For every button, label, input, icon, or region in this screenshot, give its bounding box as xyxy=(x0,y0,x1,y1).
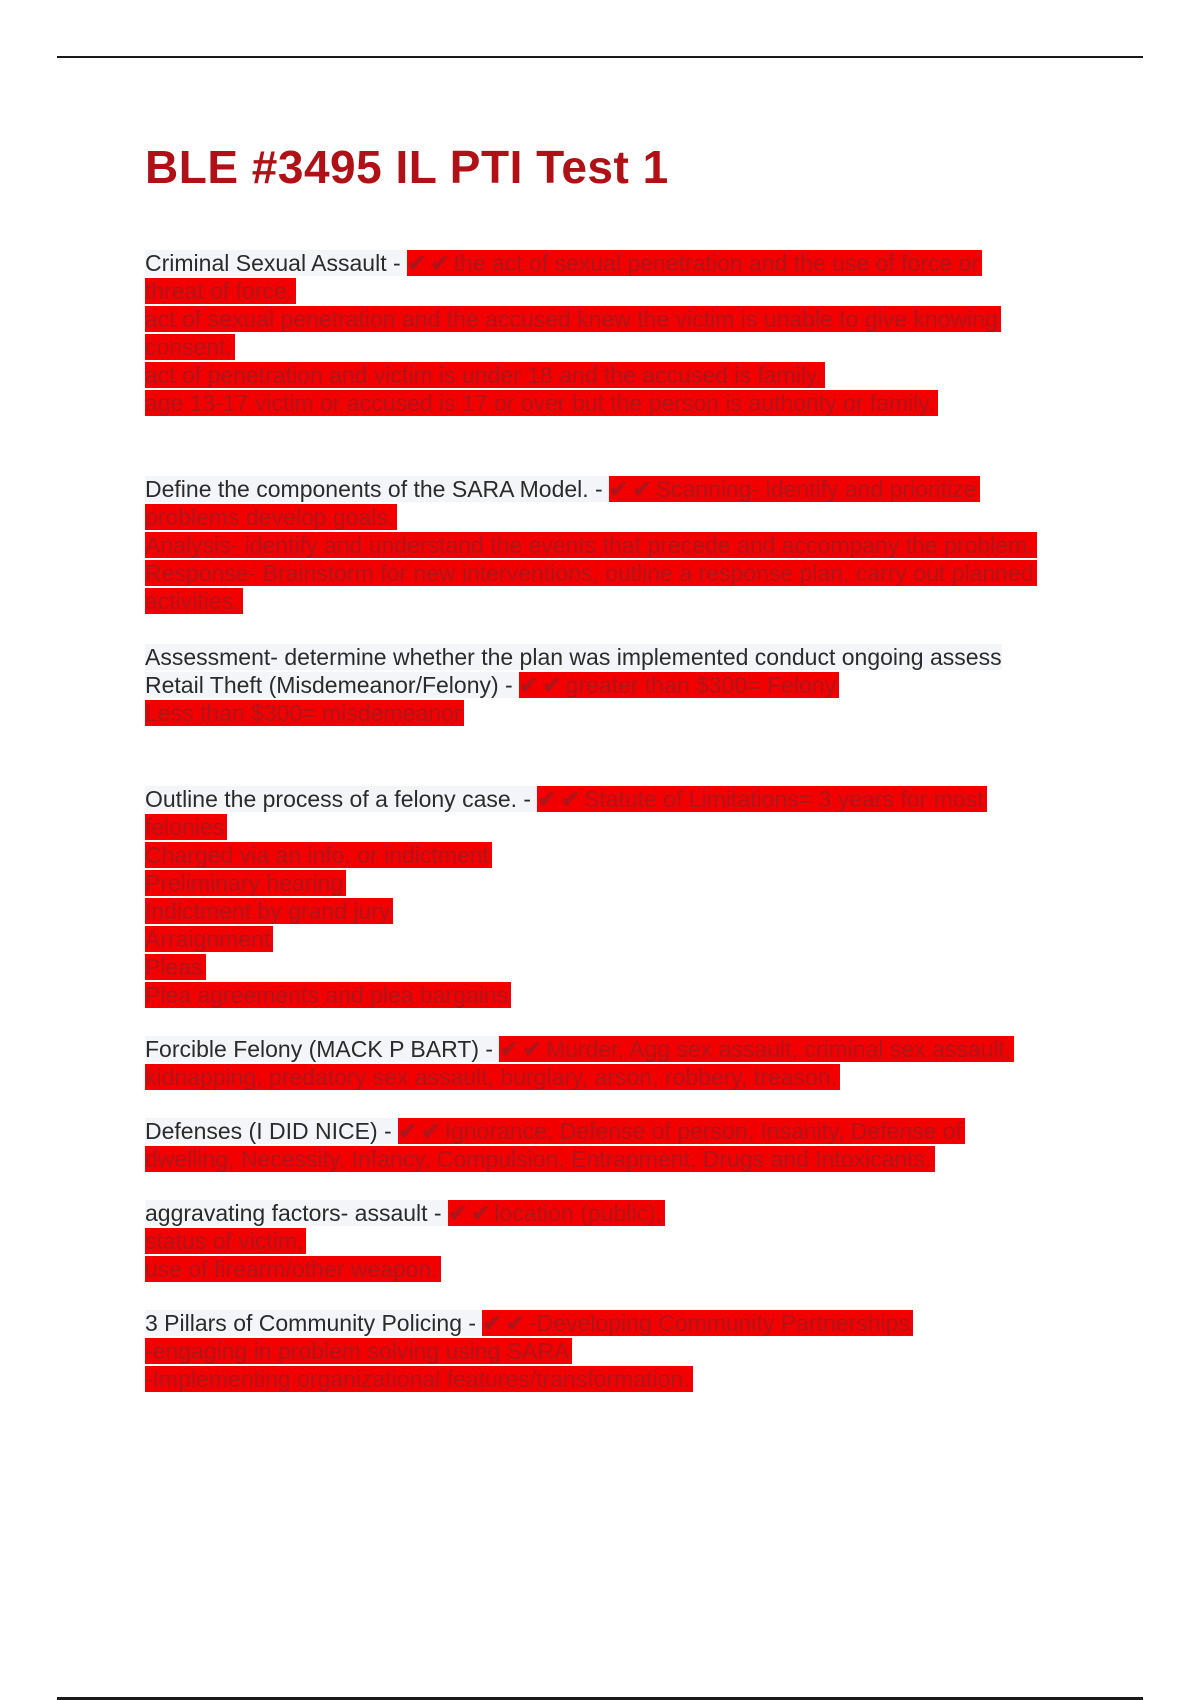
question-text: Forcible Felony (MACK P BART) - xyxy=(145,1036,500,1062)
qa-first-line xyxy=(145,671,1095,699)
answer-line: -engaging in problem solving using SARA xyxy=(145,1337,1095,1365)
answer-line: activities. xyxy=(145,587,1095,615)
answer-line: Indictment by grand jury xyxy=(145,897,1095,925)
answer-line: Less than $300= misdemeanor xyxy=(145,699,1095,727)
qa-entry-felony-case xyxy=(145,785,1095,1009)
assessment-line: Assessment- determine whether the plan was implemented conduct ongoing assess xyxy=(145,644,1002,670)
qa-entry-community-policing xyxy=(145,1309,1095,1393)
page-title: BLE #3495 IL PTI Test 1 xyxy=(145,141,669,193)
check-marks-icon: ✔✔ xyxy=(499,1036,547,1062)
answer-line: act of penetration and victim is under 18 and the accused is family. xyxy=(145,361,1095,389)
answer-line: Plea agreements and plea bargains xyxy=(145,981,1095,1009)
qa-first-line xyxy=(145,1199,1095,1227)
question-text: Retail Theft (Misdemeanor/Felony) - xyxy=(145,672,520,698)
qa-entry-forcible-felony xyxy=(145,1035,1095,1091)
answer-line: Arraignment xyxy=(145,925,1095,953)
answer-text: location (public), xyxy=(495,1200,665,1226)
answer-text: -Developing Community Partnerships xyxy=(529,1310,913,1336)
qa-first-line xyxy=(145,249,1095,277)
question-text: Define the components of the SARA Model. - xyxy=(145,476,610,502)
answer-line: threat of force. xyxy=(145,277,1095,305)
question-text: 3 Pillars of Community Policing - xyxy=(145,1310,483,1336)
qa-first-line xyxy=(145,785,1095,813)
answer-line: -Implementing organizational features/transformation. xyxy=(145,1365,1095,1393)
check-marks-icon: ✔✔ xyxy=(609,476,656,502)
document-body xyxy=(145,140,1095,1393)
top-rule xyxy=(57,56,1143,58)
qa-entry-sara-model xyxy=(145,475,1095,615)
check-marks-icon: ✔✔ xyxy=(447,1200,495,1226)
answer-line: act of sexual penetration and the accused knew the victim is unable to give knowing xyxy=(145,305,1095,333)
check-marks-icon: ✔✔ xyxy=(407,250,454,276)
qa-entry-defenses xyxy=(145,1117,1095,1173)
answer-text: the act of sexual penetration and the use of force or xyxy=(454,250,983,276)
answer-line: Pleas xyxy=(145,953,1095,981)
answer-line: consent. xyxy=(145,333,1095,361)
qa-first-line xyxy=(145,1117,1095,1145)
question-text: Outline the process of a felony case. - xyxy=(145,786,538,812)
question-text: Defenses (I DID NICE) - xyxy=(145,1118,399,1144)
answer-line: Response- Brainstorm for new interventions, outline a response plan, carry out planned xyxy=(145,559,1095,587)
check-marks-icon: ✔✔ xyxy=(519,672,566,698)
answer-line: dwelling, Necessity, Infancy, Compulsion, Entrapment, Drugs and Intoxicants. xyxy=(145,1145,1095,1173)
answer-text: Murder, Agg sex assault, criminal sex assault, xyxy=(546,1036,1014,1062)
answer-text: greater than $300= Felony xyxy=(566,672,839,698)
qa-first-line xyxy=(145,1309,1095,1337)
qa-entry-criminal-sexual-assault xyxy=(145,249,1095,417)
answer-line: problems develop goals. xyxy=(145,503,1095,531)
qa-first-line xyxy=(145,475,1095,503)
answer-line: kidnapping, predatory sex assault, burglary, arson, robbery, treason. xyxy=(145,1063,1095,1091)
check-marks-icon: ✔✔ xyxy=(398,1118,445,1144)
check-marks-icon: ✔✔ xyxy=(537,786,585,812)
question-text: aggravating factors- assault - xyxy=(145,1200,448,1226)
answer-text: Scanning- identify and prioritize xyxy=(656,476,980,502)
answer-line: use of firearm/other weapon. xyxy=(145,1255,1095,1283)
qa-entry-aggravating-factors xyxy=(145,1199,1095,1283)
answer-line: Analysis- identify and understand the events that precede and accompany the problem. xyxy=(145,531,1095,559)
answer-line: Preliminary hearing xyxy=(145,869,1095,897)
qa-first-line xyxy=(145,1035,1095,1063)
answer-line: Charged via an info. or indictment xyxy=(145,841,1095,869)
answer-text: Ignorance, Defense of person, Insanity, Defense of xyxy=(445,1118,965,1144)
answer-text: Statute of Limitations= 3 years for most xyxy=(584,786,987,812)
qa-entry-retail-theft xyxy=(145,643,1095,727)
answer-line: age 13-17 victim or accused is 17 or over but the person is authority or family. xyxy=(145,389,1095,417)
answer-line: felonies xyxy=(145,813,1095,841)
check-marks-icon: ✔✔ xyxy=(482,1310,529,1336)
answer-line: status of victim, xyxy=(145,1227,1095,1255)
question-text: Criminal Sexual Assault - xyxy=(145,250,408,276)
